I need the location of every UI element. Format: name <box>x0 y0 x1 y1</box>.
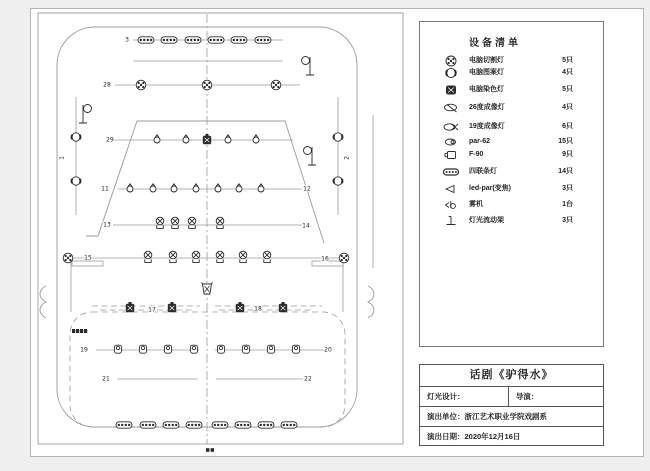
equipment-qty: 5只 <box>562 57 573 64</box>
pipe-number: 28 <box>103 81 111 89</box>
equipment-name: 电脑切割灯 <box>469 57 504 64</box>
batten-icon <box>442 166 460 178</box>
equipment-qty: 5只 <box>562 86 573 93</box>
par62-icon <box>442 136 460 148</box>
equipment-qty: 3只 <box>562 217 573 224</box>
moving-pattern-light <box>72 133 81 141</box>
moving-cut-light <box>63 253 73 263</box>
equipment-qty: 9只 <box>562 151 573 158</box>
equipment-list-item <box>420 136 603 148</box>
moving-cut-light <box>271 80 281 90</box>
pipe-number: 3 <box>125 36 129 44</box>
equipment-name: 灯光流动架 <box>469 217 504 224</box>
par62-light <box>193 184 199 192</box>
equipment-list-item <box>420 149 603 161</box>
f90-light <box>292 345 299 353</box>
moving-cut-light <box>339 253 349 263</box>
title-block <box>419 364 604 446</box>
four-cell-batten-light <box>163 422 179 428</box>
moving-cut-light <box>202 80 212 90</box>
equipment-name: 四联条灯 <box>469 168 497 175</box>
pipe-number: 19 <box>80 346 88 354</box>
f90-light <box>139 345 146 353</box>
page-mark <box>206 448 214 452</box>
moving-cut-light <box>136 80 146 90</box>
equipment-name: F-90 <box>469 151 484 158</box>
moving-wash-light <box>168 302 176 312</box>
pipe-number: 21 <box>102 375 110 383</box>
equipment-list-title: 设备清单 <box>469 38 521 49</box>
curtain-mark <box>368 286 374 318</box>
par62-light <box>258 184 264 192</box>
four-cell-batten-light <box>208 37 224 43</box>
f90-light <box>190 345 197 353</box>
pipe-number: 14 <box>302 222 310 230</box>
profile-spot-light <box>263 251 271 262</box>
profile-spot-light <box>192 251 200 262</box>
equipment-list-item <box>420 55 603 67</box>
profile-spot-light <box>169 251 177 262</box>
profile-spot-light <box>239 251 247 262</box>
performing-unit-field: 演出单位：浙江艺术职业学院戏剧系 <box>420 407 603 427</box>
equipment-list-panel <box>419 21 604 347</box>
equipment-name: 26度成像灯 <box>469 104 505 111</box>
equipment-name: 电脑染色灯 <box>469 86 504 93</box>
par62-light <box>127 184 133 192</box>
four-cell-batten-light <box>231 37 247 43</box>
light-stand-icon <box>442 215 460 227</box>
four-cell-batten-light <box>255 37 271 43</box>
equipment-list-item <box>420 183 603 195</box>
equipment-qty: 14只 <box>558 168 573 175</box>
equipment-name: led-par(变焦) <box>469 185 511 192</box>
equipment-list-item <box>420 121 603 133</box>
pipe-number: 1 <box>58 156 66 160</box>
f90-light <box>267 345 274 353</box>
pipe-number: 2 <box>343 156 351 160</box>
foh-dashed-outline <box>70 312 345 427</box>
par62-light <box>215 184 221 192</box>
four-cell-batten-light <box>258 422 274 428</box>
profile-spot-light <box>216 217 224 228</box>
moving-pattern-light <box>334 133 343 141</box>
moving-cut-light-icon <box>442 55 460 67</box>
equipment-qty: 4只 <box>562 104 573 111</box>
equipment-list-item <box>420 84 603 96</box>
four-cell-batten-light <box>140 422 156 428</box>
profile-spot-light <box>144 251 152 262</box>
moving-wash-light-icon <box>442 84 460 96</box>
production-title: 话剧《驴得水》 <box>420 365 603 387</box>
pipe-number: 15 <box>84 254 92 262</box>
pipe-number: 20 <box>324 346 332 354</box>
equipment-name: 19度成像灯 <box>469 123 505 130</box>
f90-light <box>242 345 249 353</box>
f90-light <box>217 345 224 353</box>
moving-pattern-light <box>334 177 343 185</box>
four-cell-batten-light <box>281 422 297 428</box>
par62-light <box>236 184 242 192</box>
performance-date-field: 演出日期：2020年12月16日 <box>427 432 521 441</box>
moving-pattern-light-icon <box>442 67 460 79</box>
small-batten-mark <box>72 329 87 333</box>
moving-wash-light <box>126 302 134 312</box>
pipe-number: 11 <box>101 185 109 193</box>
four-cell-batten-light <box>235 422 251 428</box>
light-stand-flag <box>304 147 317 166</box>
equipment-list-item <box>420 166 603 178</box>
f90-light <box>114 345 121 353</box>
four-cell-batten-light <box>186 422 202 428</box>
equipment-qty: 15只 <box>558 138 573 145</box>
profile-spot-light <box>216 251 224 262</box>
pipe-number: 16 <box>321 255 329 263</box>
profile-26-icon <box>442 102 460 114</box>
pipe-number: 29 <box>106 136 114 144</box>
equipment-name: 电脑图案灯 <box>469 69 504 76</box>
par62-light <box>183 135 189 143</box>
curtain-mark <box>40 286 46 318</box>
f90-icon <box>442 149 460 161</box>
four-cell-batten-light <box>161 37 177 43</box>
moving-pattern-light <box>72 177 81 185</box>
fog-machine <box>202 282 213 294</box>
equipment-list-item <box>420 199 603 211</box>
equipment-list-item <box>420 215 603 227</box>
equipment-list-item <box>420 67 603 79</box>
light-stand-flag <box>302 57 315 76</box>
equipment-qty: 3只 <box>562 185 573 192</box>
equipment-list-item <box>420 102 603 114</box>
light-stand-flag <box>79 105 92 124</box>
proscenium-ledge <box>72 261 103 266</box>
equipment-qty: 6只 <box>562 123 573 130</box>
fog-machine-icon <box>442 199 460 211</box>
pipe-number: 13 <box>103 221 111 229</box>
lighting-design-field: 灯光设计： <box>427 392 465 401</box>
profile-spot-light <box>171 217 179 228</box>
pipe-number: 18 <box>254 305 262 313</box>
par62-light <box>154 135 160 143</box>
director-field: 导演： <box>508 387 603 406</box>
par62-light <box>253 135 259 143</box>
moving-wash-light <box>203 134 211 144</box>
profile-19-icon <box>442 121 460 133</box>
par62-light <box>225 135 231 143</box>
pipe-number: 22 <box>304 375 312 383</box>
equipment-name: par-62 <box>469 138 491 145</box>
equipment-qty: 1台 <box>562 201 573 208</box>
pipe-number: 17 <box>148 306 156 314</box>
pipe-number: 12 <box>303 185 311 193</box>
four-cell-batten-light <box>138 37 154 43</box>
equipment-name: 雾机 <box>469 201 483 208</box>
equipment-qty: 4只 <box>562 69 573 76</box>
profile-spot-light <box>188 217 196 228</box>
credits-row <box>420 387 603 407</box>
four-cell-batten-light <box>116 422 132 428</box>
f90-light <box>164 345 171 353</box>
ledpar-icon <box>442 183 460 195</box>
par62-light <box>150 184 156 192</box>
profile-spot-light <box>156 217 164 228</box>
par62-light <box>171 184 177 192</box>
four-cell-batten-light <box>212 422 228 428</box>
moving-wash-light <box>279 302 287 312</box>
four-cell-batten-light <box>185 37 201 43</box>
moving-wash-light <box>236 302 244 312</box>
